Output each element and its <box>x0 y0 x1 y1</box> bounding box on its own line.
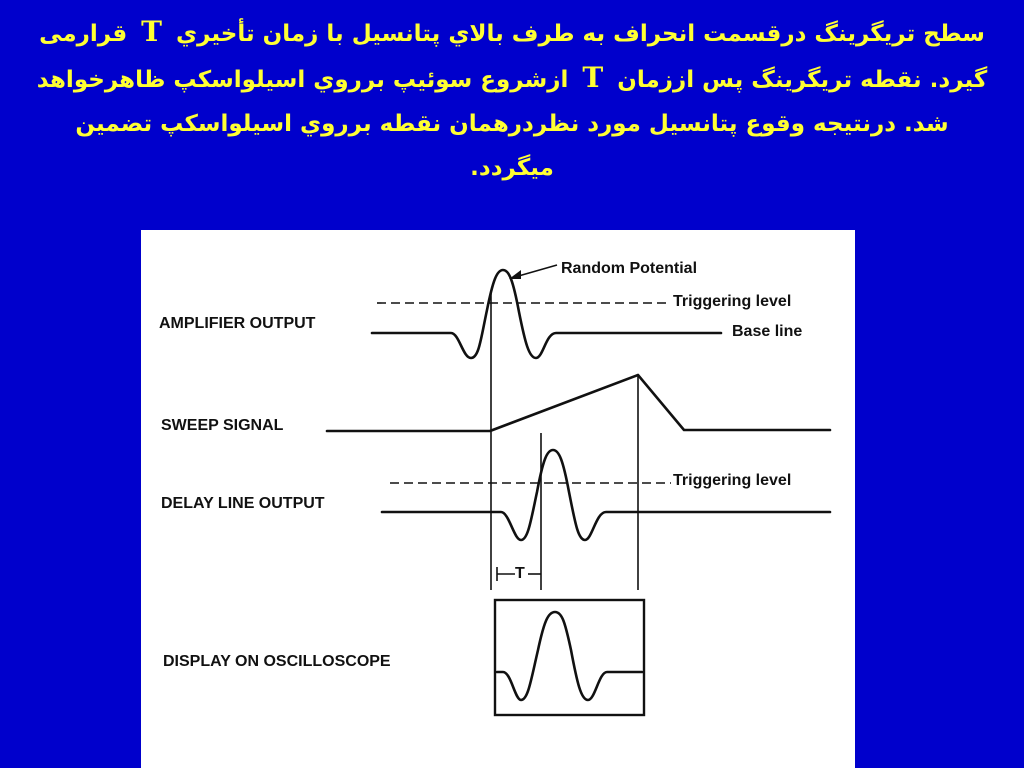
display-on-oscilloscope-label: DISPLAY ON OSCILLOSCOPE <box>163 653 391 670</box>
caption-line-2 <box>18 56 1006 102</box>
t-marker-label: T <box>515 565 525 582</box>
caption-line-1-b: قرارمی <box>39 21 128 47</box>
base-line-label: Base line <box>732 323 803 340</box>
sweep-signal-waveform <box>327 375 830 431</box>
caption-delay-symbol: T <box>141 15 163 48</box>
amplifier-output-label: AMPLIFIER OUTPUT <box>159 315 316 332</box>
caption-line-4: ميگردد. <box>470 155 554 181</box>
caption-delay-symbol-2: T <box>582 61 604 94</box>
amplifier-output-waveform <box>372 270 721 358</box>
triggering-level-label-1: Triggering level <box>673 293 792 310</box>
random-potential-pointer <box>515 265 557 277</box>
caption-line-1 <box>18 10 1006 56</box>
random-potential-label: Random Potential <box>561 260 698 277</box>
caption-line-1-a: سطح تريگرينگ درقسمت انحراف به طرف بالاي پتانسيل با زمان تأخيري <box>176 21 985 47</box>
sweep-signal-label: SWEEP SIGNAL <box>161 417 284 434</box>
caption-line-2-a: گيرد. نقطه تريگرينگ پس اززمان <box>617 67 988 93</box>
persian-caption <box>18 10 1006 190</box>
delay-line-output-label: DELAY LINE OUTPUT <box>161 495 325 512</box>
caption-line-3: شد. درنتيجه وقوع پتانسيل مورد نظردرهمان نقطه برروي اسيلواسکپ تضمين <box>75 111 949 137</box>
trigger-timing-diagram <box>141 230 855 768</box>
caption-line-2-b: ازشروع سوئيپ برروي اسيلواسکپ ظاهرخواهد <box>36 67 569 93</box>
triggering-level-label-2: Triggering level <box>673 472 792 489</box>
delay-line-output-waveform <box>382 450 830 540</box>
oscilloscope-waveform <box>497 612 642 700</box>
